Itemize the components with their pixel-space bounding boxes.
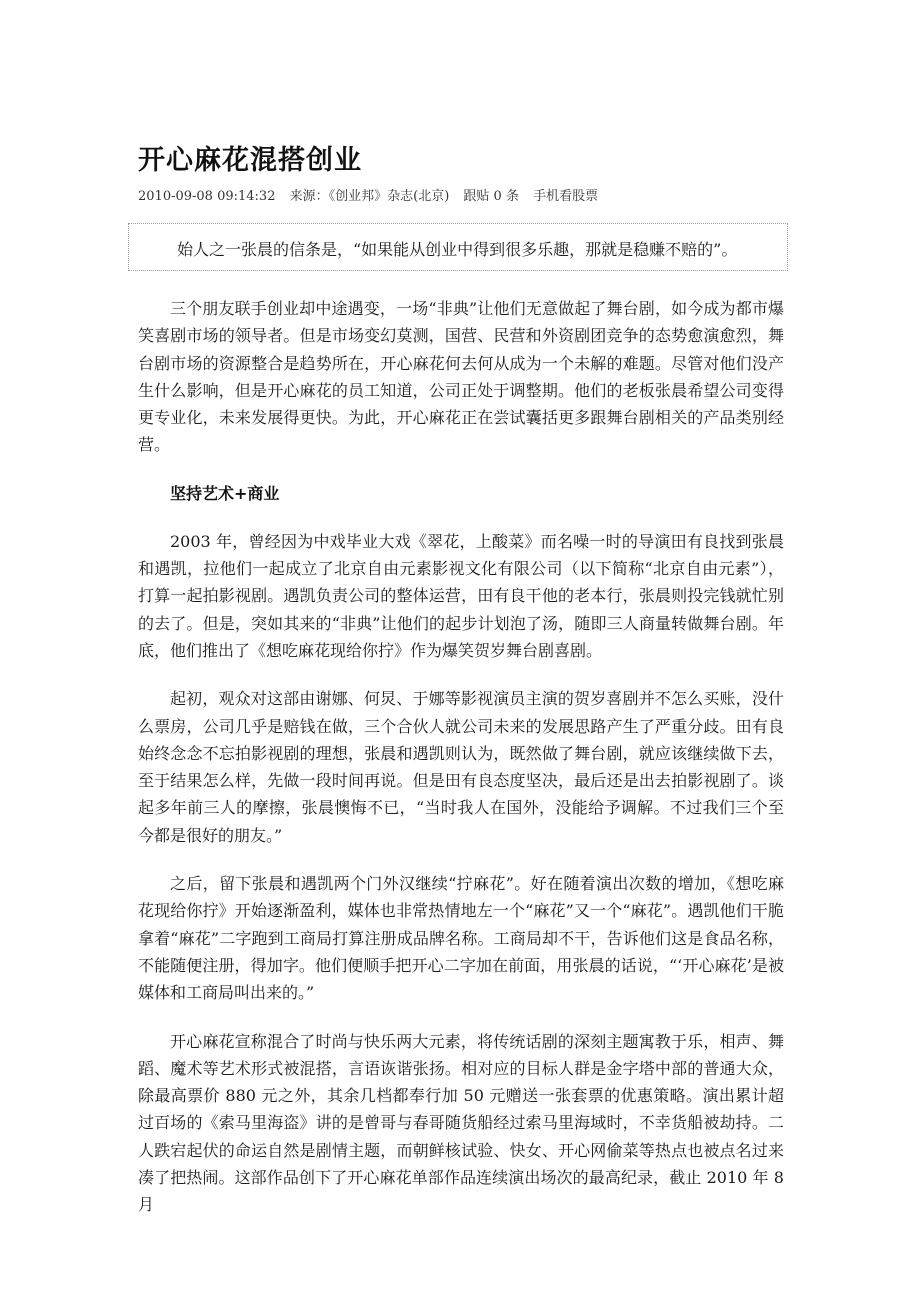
body-paragraph: 之后，留下张晨和遇凯两个门外汉继续“拧麻花”。好在随着演出次数的增加，《想吃麻花现给你拧》开始逐渐盈利，媒体也非常热情地左一个“麻花”又一个“麻花”。遇凯他们干脆拿着“麻花”二字跑到工商局打算注册成品牌名称。工商局却不干，告诉他们这是食品名称，不能随便注册，得加字。他们便顺手把开心二字加在前面，用张晨的话说，“‘开心麻花’是被媒体和工商局叫出来的。” <box>138 874 784 1003</box>
article-title: 开心麻花混搭创业 <box>138 145 362 176</box>
article-body <box>138 295 784 1240</box>
publish-datetime: 2010-09-08 09:14:32 <box>138 189 276 204</box>
article-meta <box>138 185 608 204</box>
quote-text: 始人之一张晨的信条是，“如果能从创业中得到很多乐趣，那就是稳赚不赔的”。 <box>177 240 738 259</box>
body-paragraph: 2003 年，曾经因为中戏毕业大戏《翠花，上酸菜》而名噪一时的导演田有良找到张晨和遇凯，拉他们一起成立了北京自由元素影视文化有限公司（以下简称“北京自由元素”），打算一起拍影视剧。遇凯负责公司的整体运营，田有良干他的老本行，张晨则投完钱就忙别的去了。但是，突如其来的“非典”让他们的起步计划泡了汤，随即三人商量转做舞台剧。年底，他们推出了《想吃麻花现给你拧》作为爆笑贺岁舞台剧喜剧。 <box>138 531 784 660</box>
mobile-stocks-link[interactable]: 手机看股票 <box>533 189 599 204</box>
body-paragraph: 开心麻花宣称混合了时尚与快乐两大元素，将传统话剧的深刻主题寓教于乐，相声、舞蹈、魔术等艺术形式被混搭，言语诙谐张扬。相对应的目标人群是金字塔中部的普通大众，除最高票价 880 元之外，其余几档都奉行加 50 元赠送一张套票的优惠策略。演出累计超过百场的《索马里海盗》讲的是曾哥与春哥随货船经过索马里海域时，不幸货船被劫持。二人跌宕起伏的命运自然是剧情主题，而朝鲜核试验、快女、开心网偷菜等热点也被点名过来凑了把热闹。这部作品创下了开心麻花单部作品连续演出场次的最高纪录，截止 2010 年 8 月 <box>138 1031 784 1215</box>
intro-paragraph: 三个朋友联手创业却中途遇变，一场“非典”让他们无意做起了舞台剧，如今成为都市爆笑喜剧市场的领导者。但是市场变幻莫测，国营、民营和外资剧团竞争的态势愈演愈烈，舞台剧市场的资源整合是趋势所在，开心麻花何去何从成为一个未解的难题。尽管对他们没产生什么影响，但是开心麻花的员工知道，公司正处于调整期。他们的老板张晨希望公司变得更专业化，未来发展得更快。为此，开心麻花正在尝试囊括更多跟舞台剧相关的产品类别经营。 <box>138 299 784 455</box>
article-source: 来源：《创业邦》杂志(北京) <box>289 189 450 204</box>
reply-count-link[interactable]: 跟贴 0 条 <box>463 189 519 204</box>
quote-box <box>128 223 788 271</box>
body-paragraph: 起初，观众对这部由谢娜、何炅、于娜等影视演员主演的贺岁喜剧并不怎么买账，没什么票房，公司几乎是赔钱在做，三个合伙人就公司未来的发展思路产生了严重分歧。田有良始终念念不忘拍影视剧的理想，张晨和遇凯则认为，既然做了舞台剧，就应该继续做下去，至于结果怎么样，先做一段时间再说。但是田有良态度坚决，最后还是出去拍影视剧了。谈起多年前三人的摩擦，张晨懊悔不已，“当时我人在国外，没能给予调解。不过我们三个至今都是很好的朋友。” <box>138 689 784 845</box>
section-heading: 坚持艺术+商业 <box>170 483 280 503</box>
